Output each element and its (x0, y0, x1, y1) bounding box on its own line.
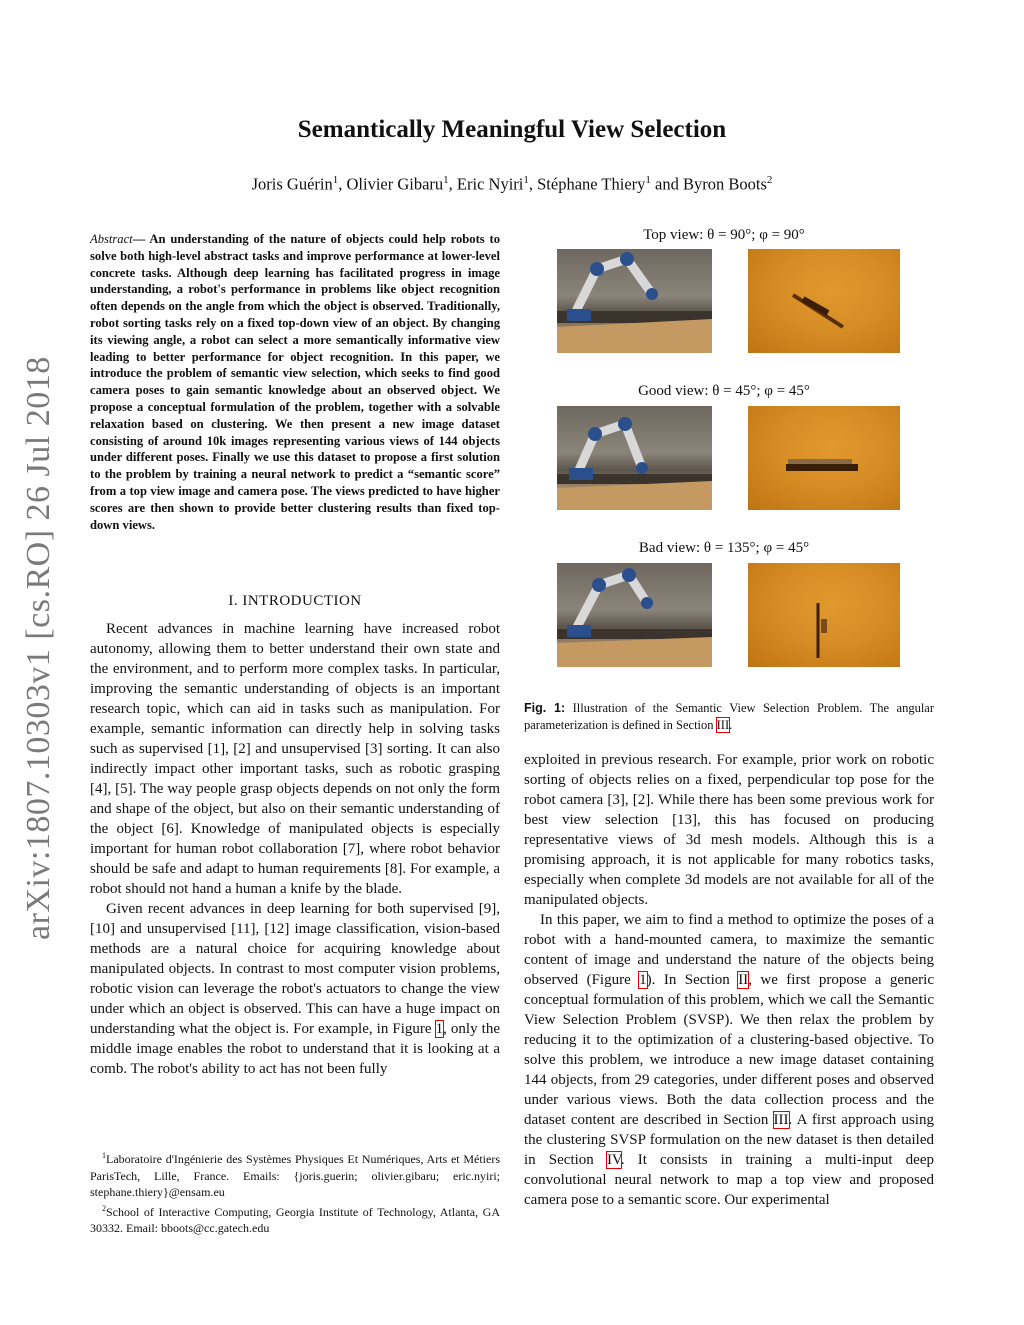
text-span: , we first propose a generic conceptual formulation of this problem, which we call the Semantic View Selection Problem (SVSP). We then relax the problem by reducing it to the optimization of a clustering-based objective. To solve this problem, we introduce a new image dataset containing 144 objects, from 29 categories, under different poses and observed under various views. Both the data collection process and the dataset content are described in Section (524, 972, 935, 1128)
author-name: Byron Boots (682, 174, 767, 194)
section-reference-link[interactable]: IV (606, 1152, 621, 1168)
footnote-mark: 1 (102, 1151, 106, 1160)
bad-view-photo (748, 563, 900, 667)
footnotes (90, 1148, 500, 1237)
figure-caption (524, 700, 934, 734)
figure-row-label: Good view: θ = 45°; φ = 45° (638, 383, 810, 399)
section-reference-link[interactable]: III (773, 1112, 789, 1128)
figure-row-label: Top view: θ = 90°; φ = 90° (643, 227, 805, 243)
text-span: . A first approach using the clustering SVSP formulation on the new dataset is then detailed in Section (524, 1112, 934, 1168)
caption-text: Illustration of the Semantic View Selection Problem. The angular parameterization is defined in Section (524, 701, 935, 732)
author-name: Stéphane Thiery (537, 174, 646, 194)
robot-photo (557, 563, 712, 667)
abstract-label: Abstract (90, 232, 133, 246)
robot-photo (557, 249, 712, 353)
section-reference-link[interactable]: III (716, 718, 730, 732)
author-name: Eric Nyiri (456, 174, 524, 194)
right-column-body (524, 750, 934, 1210)
arxiv-identifier: arXiv:1807.10303v1 [cs.RO] 26 Jul 2018 (20, 356, 57, 940)
figure-reference-link[interactable]: 1 (639, 972, 647, 988)
caption-text: . (729, 718, 733, 732)
text-span: , only the middle image enables the robot to understand that it is looking at a comb. The robot's ability to act has not been fully (90, 1021, 500, 1077)
footnote-mark: 2 (102, 1203, 106, 1213)
paragraph: exploited in previous research. For example, prior work on robotic sorting of objects relies on a fixed, perpendicular top pose for the robot camera [3], [2]. While there has been some previous work for best view selection [13], this has focused on producing representative views of 3d mesh models. Although this is a promising approach, it is not applicable for many robotics tasks, especially when complete 3d models are not available for all of the manipulated objects. (524, 752, 934, 908)
affiliation-mark: 1 (443, 174, 449, 186)
paragraph: Recent advances in machine learning have increased robot autonomy, allowing them to better understand their own state and the environment, and to perform more complex tasks. In particular, improving the semantic understanding of objects is an important research topic, which can aid in tasks such as manipulation. For example, semantic information can directly help in solving tasks such as supervised [1], [2] and unsupervised [3] sorting. It can also indirectly impact other important tasks, such as robotic grasping [4], [5]. The way people grasp objects depends on not only the form and shape of the object, but also on their semantic understanding of the object [6]. Knowledge of manipulated objects is especially important for human robot collaboration [7], where robot behavior should be safe and adapt to human requirements [8]. For example, a robot should not hand a human a knife by the blade. (90, 621, 500, 897)
good-view-photo (748, 406, 900, 510)
robot-photo (557, 406, 712, 510)
section-reference-link[interactable]: II (738, 972, 749, 988)
figure-row-label: Bad view: θ = 135°; φ = 45° (638, 540, 810, 556)
footnote-text: School of Interactive Computing, Georgia Institute of Technology, Atlanta, GA 30332. Email: bboots@cc.gatech.edu (90, 1204, 500, 1235)
footnote (90, 1201, 500, 1237)
affiliation-mark: 1 (523, 174, 529, 186)
paragraph (90, 899, 500, 1079)
author-name: Joris Guérin (251, 174, 333, 194)
introduction-body (90, 619, 500, 1079)
abstract: Abstract— An understanding of the nature of objects could help robots to solve both high-level abstract tasks and improve performance at lower-level concrete tasks. Although deep learning has facilitated progress in image understanding, a robot's performance in problems like object recognition often depends on the angle from which the object is observed. Traditionally, robot sorting tasks rely on a fixed top-down view of an object. By changing its viewing angle, a robot can select a more semantically informative view leading to better performance for object recognition. In this paper, we introduce the problem of semantic view selection, which seeks to find good camera poses to gain semantic knowledge about an observed object. We propose a conceptual formulation of the problem, together with a solvable relaxation based on clustering. We then present a new image dataset consisting of around 10k images representing various views of 144 objects under different poses. Finally we use this dataset to propose a first solution to the problem by training a neural network to predict a “semantic score” from a top view image and camera pose. The views predicted to have higher scores are then shown to provide better clustering results than fixed top-down views. (90, 232, 500, 532)
author-list: Joris Guérin$^1$, Olivier Gibaru$^1$, Eric Nyiri$^1$, Stéphane Thiery$^1$ and Byron Boots$^2$ (251, 174, 773, 194)
top-view-photo (748, 249, 900, 353)
text-span: . It consists in training a multi-input deep convolutional neural network to map a top view and proposed camera pose to a semantic score. Our experimental (524, 1152, 934, 1208)
section-heading: I. INTRODUCTION (228, 593, 362, 609)
abstract-text: An understanding of the nature of objects could help robots to solve both high-level abstract tasks and improve performance at lower-level concrete tasks. Although deep learning has facilitated progress in image understanding, a robot's performance in problems like object recognition often depends on the angle from which the object is observed. Traditionally, robot sorting tasks rely on a fixed top-down view of an object. By changing its viewing angle, a robot can select a more semantically informative view leading to better performance for object recognition. In this paper, we introduce the problem of semantic view selection, which seeks to find good camera poses to gain semantic knowledge about an observed object. We propose a conceptual formulation of the problem, together with a solvable relaxation based on clustering. We then present a new image dataset consisting of around 10k images representing various views of 144 objects under different poses. Finally we use this dataset to propose a first solution to the problem by training a neural network to predict a “semantic score” from a top view image and camera pose. The views predicted to have higher scores are then shown to provide better clustering results than fixed top-down views. (90, 232, 500, 532)
caption-label: Fig. 1: (524, 701, 566, 715)
author-name: Olivier Gibaru (346, 174, 444, 194)
footnote (90, 1148, 500, 1201)
affiliation-mark: 1 (645, 174, 651, 186)
text-span: Given recent advances in deep learning for both supervised [9], [10] and unsupervised [11], [12] image classification, vision-based methods are a natural choice for acquiring knowledge about manipulated objects. In contrast to most computer vision problems, robotic vision can leverage the robot's actuators to change the view under which an object is observed. This can have a huge impact on understanding what the object is. For example, in Figure (90, 901, 500, 1037)
footnote-text: Laboratoire d'Ingénierie des Systèmes Physiques Et Numériques, Arts et Métiers ParisTech, Lille, France. Emails: {joris.guerin; olivier.gibaru; eric.nyiri; stephane.thiery}@ensam.eu (90, 1152, 500, 1199)
text-span: In this paper, we aim to find a method to optimize the poses of a robot with a hand-mounted camera, to maximize the semantic content of image and understand the nature of the objects being observed (Figure (524, 912, 934, 988)
figure-reference-link[interactable]: 1 (435, 1021, 444, 1037)
text-span: ). In Section (646, 972, 739, 988)
paragraph (524, 910, 934, 1210)
affiliation-mark: 2 (766, 174, 773, 186)
paper-title: Semantically Meaningful View Selection (297, 116, 727, 143)
affiliation-mark: 1 (332, 174, 339, 186)
